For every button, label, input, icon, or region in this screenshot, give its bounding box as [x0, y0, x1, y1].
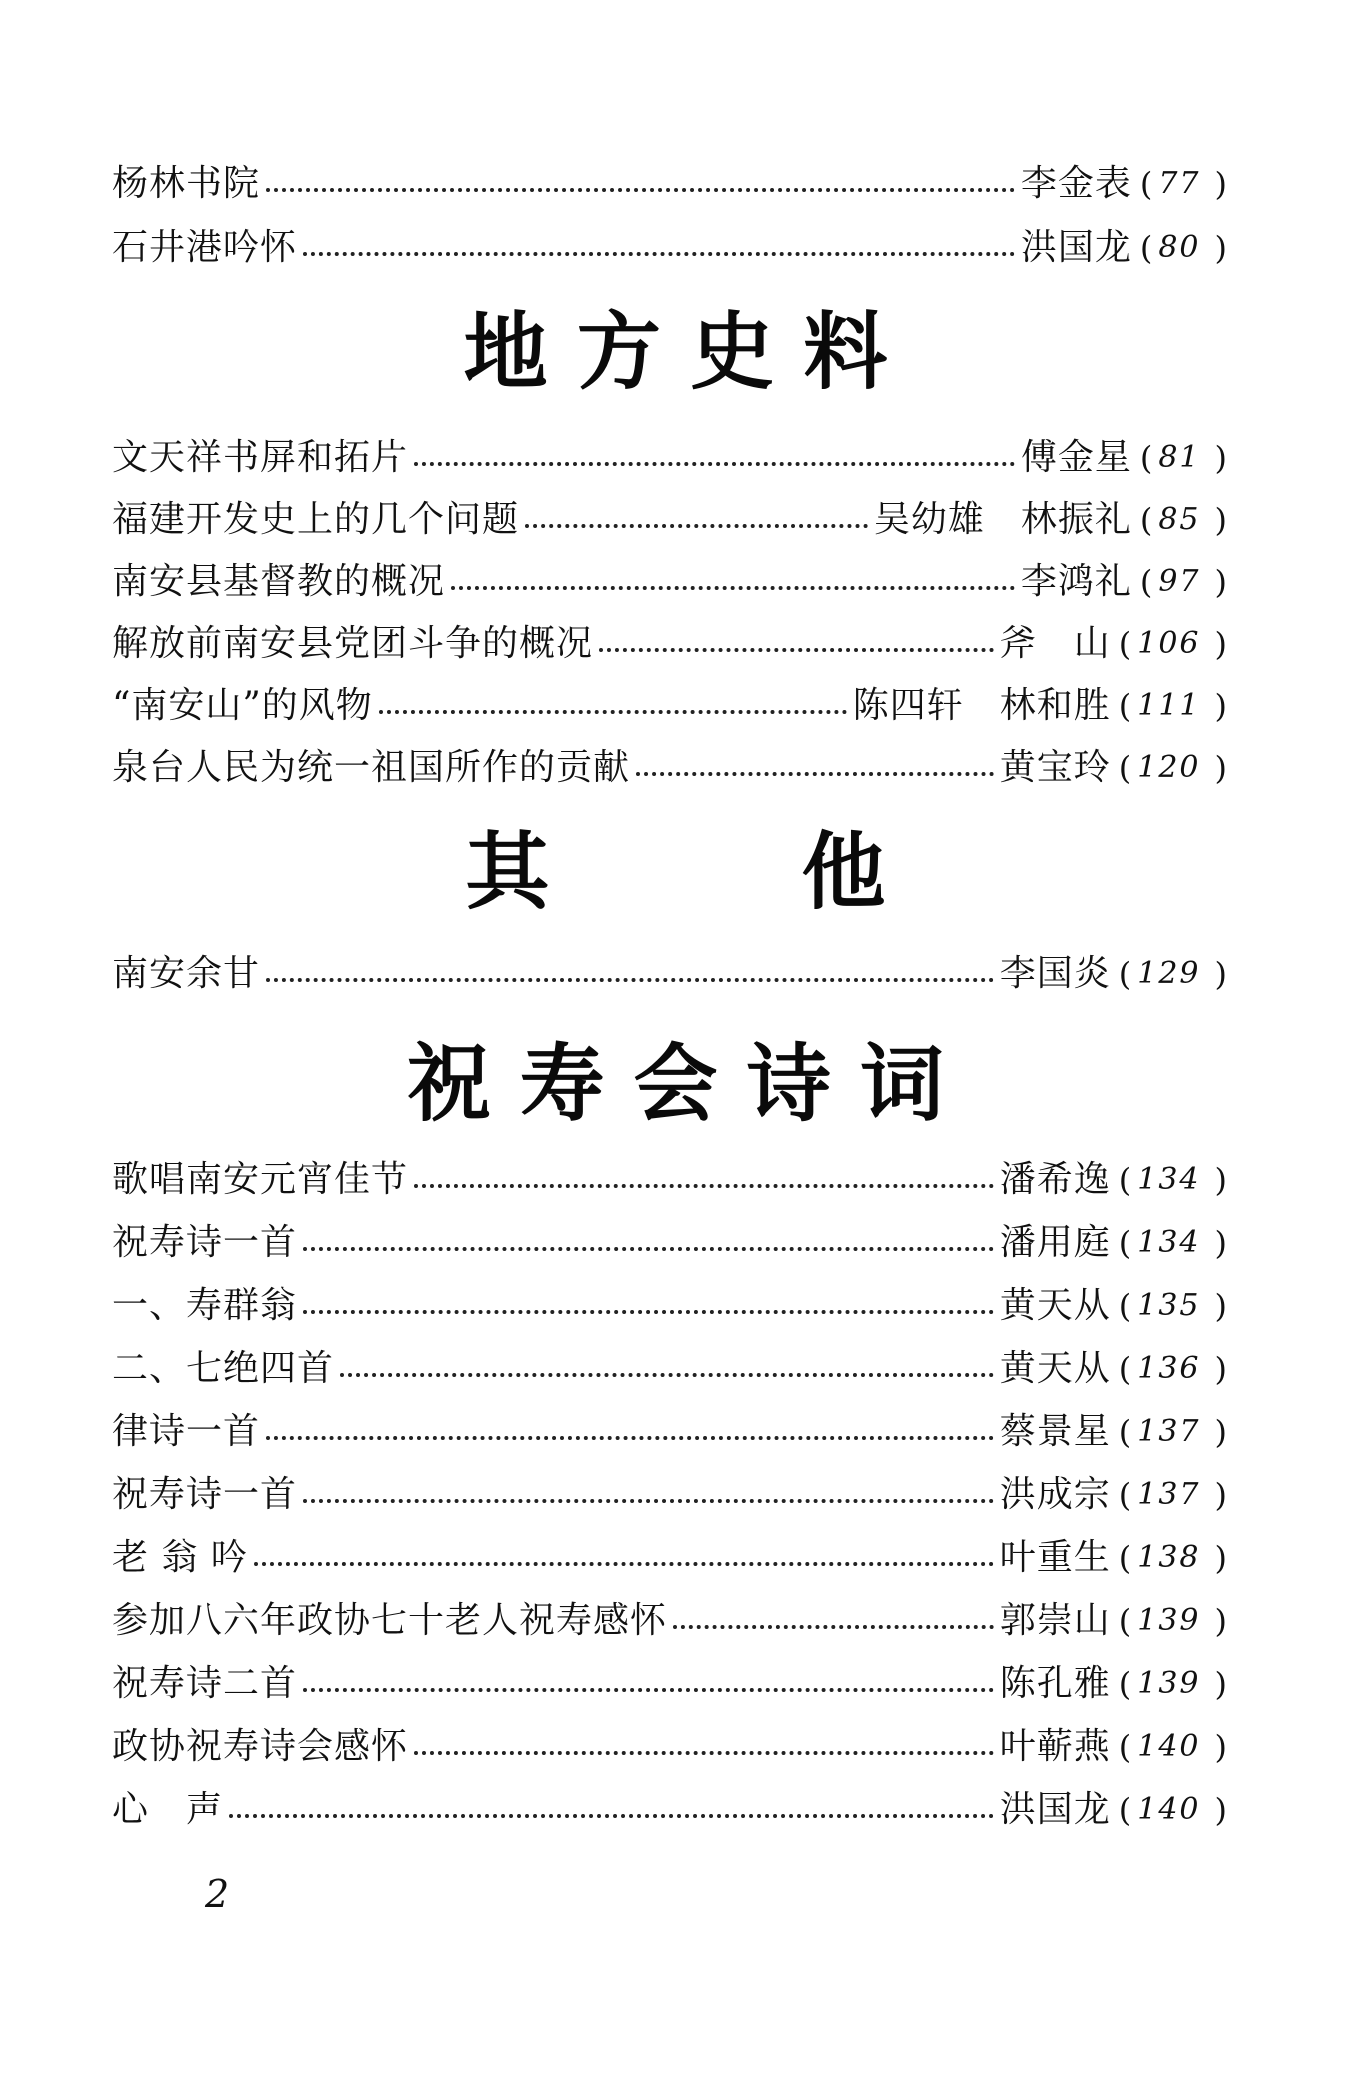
- entry-author: 陈孔雅: [999, 1663, 1111, 1704]
- entry-author: 斧 山: [999, 623, 1111, 664]
- close-paren: ): [1214, 229, 1227, 267]
- open-paren: (: [1118, 1224, 1132, 1262]
- entry-author: 傅金星: [1020, 437, 1132, 478]
- toc-entry: [112, 494, 1227, 546]
- toc-entry: [112, 1658, 1227, 1710]
- entry-page: 138: [1137, 1540, 1201, 1575]
- toc-entry: [112, 556, 1227, 608]
- open-paren: (: [1139, 165, 1153, 203]
- dot-leader: [414, 1184, 994, 1188]
- open-paren: (: [1118, 1602, 1132, 1640]
- open-paren: (: [1118, 1161, 1132, 1199]
- entry-title: 石井港吟怀: [112, 227, 298, 268]
- open-paren: (: [1118, 1287, 1132, 1325]
- entry-author: 潘希逸: [999, 1159, 1111, 1200]
- entry-title: 一、寿群翁: [112, 1285, 298, 1326]
- dot-leader: [303, 1310, 994, 1314]
- open-paren: (: [1139, 563, 1153, 601]
- entry-author: 叶蕲燕: [999, 1726, 1111, 1767]
- entry-page: 134: [1137, 1162, 1201, 1197]
- entry-author: 郭崇山: [999, 1600, 1111, 1641]
- entry-title: 文天祥书屏和拓片: [112, 437, 409, 478]
- toc-entry: [112, 432, 1227, 484]
- entry-title: 参加八六年政协七十老人祝寿感怀: [112, 1600, 668, 1641]
- open-paren: (: [1118, 1728, 1132, 1766]
- toc-entry: [112, 1406, 1227, 1458]
- dot-leader: [451, 586, 1015, 590]
- close-paren: ): [1214, 687, 1227, 725]
- dot-leader: [599, 648, 994, 652]
- dot-leader: [303, 1247, 994, 1251]
- dot-leader: [414, 462, 1015, 466]
- entry-page: 111: [1137, 688, 1201, 723]
- close-paren: ): [1214, 749, 1227, 787]
- entry-author: 洪成宗: [999, 1474, 1111, 1515]
- page-number: 2: [205, 1872, 230, 1916]
- dot-leader: [525, 524, 868, 528]
- dot-leader: [673, 1625, 994, 1629]
- close-paren: ): [1214, 955, 1227, 993]
- toc-entry: [112, 1532, 1227, 1584]
- toc-entry: [112, 618, 1227, 670]
- entry-title: 泉台人民为统一祖国所作的贡献: [112, 747, 631, 788]
- dot-leader: [266, 978, 994, 982]
- entry-author: 林和胜: [999, 685, 1111, 726]
- entry-title: 福建开发史上的几个问题: [112, 499, 520, 540]
- open-paren: (: [1118, 687, 1132, 725]
- open-paren: (: [1118, 1539, 1132, 1577]
- toc-entry: [112, 742, 1227, 794]
- close-paren: ): [1214, 1791, 1227, 1829]
- entry-page: 140: [1137, 1792, 1201, 1827]
- entry-title: 歌唱南安元宵佳节: [112, 1159, 409, 1200]
- close-paren: ): [1214, 165, 1227, 203]
- entry-page: 139: [1137, 1666, 1201, 1701]
- entry-page: 136: [1137, 1351, 1201, 1386]
- entry-author: 洪国龙: [1020, 227, 1132, 268]
- entry-author: 李鸿礼: [1020, 561, 1132, 602]
- open-paren: (: [1118, 955, 1132, 993]
- entry-title: 解放前南安县党团斗争的概况: [112, 623, 594, 664]
- section-heading: 地 方 史 料: [463, 303, 888, 401]
- toc-entry: [112, 680, 1227, 732]
- dot-leader: [266, 188, 1015, 192]
- entry-coauthor: 吴幼雄: [873, 499, 985, 540]
- open-paren: (: [1118, 1350, 1132, 1388]
- entry-page: 137: [1137, 1477, 1201, 1512]
- entry-author: 黄天从: [999, 1348, 1111, 1389]
- entry-page: 134: [1137, 1225, 1201, 1260]
- entry-author: 潘用庭: [999, 1222, 1111, 1263]
- toc-entry: [112, 222, 1227, 274]
- close-paren: ): [1214, 1413, 1227, 1451]
- entry-title: 心 声: [112, 1789, 224, 1830]
- toc-entry: [112, 948, 1227, 1000]
- toc-entry: [112, 1280, 1227, 1332]
- open-paren: (: [1118, 1665, 1132, 1703]
- dot-leader: [254, 1562, 994, 1566]
- entry-coauthor: 陈四轩: [852, 685, 964, 726]
- toc-entry: [112, 1343, 1227, 1395]
- open-paren: (: [1139, 501, 1153, 539]
- entry-author: 李金表: [1020, 163, 1132, 204]
- dot-leader: [636, 772, 994, 776]
- entry-page: 135: [1137, 1288, 1201, 1323]
- entry-page: 81: [1158, 440, 1201, 475]
- close-paren: ): [1214, 563, 1227, 601]
- entry-author: 李国炎: [999, 953, 1111, 994]
- dot-leader: [266, 1436, 994, 1440]
- entry-page: 80: [1158, 230, 1201, 265]
- entry-title: 老 翁 吟: [112, 1537, 248, 1578]
- toc-entry: [112, 1469, 1227, 1521]
- entry-title: 南安县基督教的概况: [112, 561, 446, 602]
- entry-page: 85: [1158, 502, 1201, 537]
- close-paren: ): [1214, 1476, 1227, 1514]
- toc-entry: [112, 158, 1227, 210]
- open-paren: (: [1118, 625, 1132, 663]
- entry-title: 祝寿诗一首: [112, 1222, 298, 1263]
- open-paren: (: [1118, 1413, 1132, 1451]
- dot-leader: [340, 1373, 994, 1377]
- close-paren: ): [1214, 1602, 1227, 1640]
- entry-author: 林振礼: [1020, 499, 1132, 540]
- close-paren: ): [1214, 1350, 1227, 1388]
- open-paren: (: [1118, 1476, 1132, 1514]
- entry-author: 洪国龙: [999, 1789, 1111, 1830]
- dot-leader: [303, 252, 1015, 256]
- entry-title: 杨林书院: [112, 163, 261, 204]
- close-paren: ): [1214, 1728, 1227, 1766]
- entry-title: 政协祝寿诗会感怀: [112, 1726, 409, 1767]
- entry-page: 120: [1137, 750, 1201, 785]
- toc-entry: [112, 1154, 1227, 1206]
- close-paren: ): [1214, 1665, 1227, 1703]
- dot-leader: [379, 710, 847, 714]
- entry-title: 祝寿诗一首: [112, 1474, 298, 1515]
- open-paren: (: [1139, 229, 1153, 267]
- entry-author: 黄天从: [999, 1285, 1111, 1326]
- section-heading: 祝 寿 会 诗 词: [407, 1035, 944, 1133]
- entry-author: 叶重生: [999, 1537, 1111, 1578]
- open-paren: (: [1139, 439, 1153, 477]
- entry-title: 祝寿诗二首: [112, 1663, 298, 1704]
- entry-author: 蔡景星: [999, 1411, 1111, 1452]
- close-paren: ): [1214, 1224, 1227, 1262]
- close-paren: ): [1214, 1287, 1227, 1325]
- close-paren: ): [1214, 439, 1227, 477]
- entry-page: 77: [1158, 166, 1201, 201]
- entry-page: 97: [1158, 564, 1201, 599]
- dot-leader: [414, 1751, 994, 1755]
- toc-entry: [112, 1595, 1227, 1647]
- toc-entry: [112, 1784, 1227, 1836]
- close-paren: ): [1214, 625, 1227, 663]
- entry-title: 南安余甘: [112, 953, 261, 994]
- toc-entry: [112, 1721, 1227, 1773]
- entry-page: 140: [1137, 1729, 1201, 1764]
- close-paren: ): [1214, 1539, 1227, 1577]
- dot-leader: [229, 1814, 994, 1818]
- dot-leader: [303, 1499, 994, 1503]
- toc-entry: [112, 1217, 1227, 1269]
- entry-page: 139: [1137, 1603, 1201, 1638]
- dot-leader: [303, 1688, 994, 1692]
- close-paren: ): [1214, 501, 1227, 539]
- close-paren: ): [1214, 1161, 1227, 1199]
- open-paren: (: [1118, 749, 1132, 787]
- entry-page: 129: [1137, 956, 1201, 991]
- entry-title: 二、七绝四首: [112, 1348, 335, 1389]
- entry-author: 黄宝玲: [999, 747, 1111, 788]
- entry-title: 律诗一首: [112, 1411, 261, 1452]
- entry-page: 106: [1137, 626, 1201, 661]
- entry-title: “南安山”的风物: [112, 685, 373, 726]
- open-paren: (: [1118, 1791, 1132, 1829]
- section-heading: 其 他: [465, 823, 886, 921]
- entry-page: 137: [1137, 1414, 1201, 1449]
